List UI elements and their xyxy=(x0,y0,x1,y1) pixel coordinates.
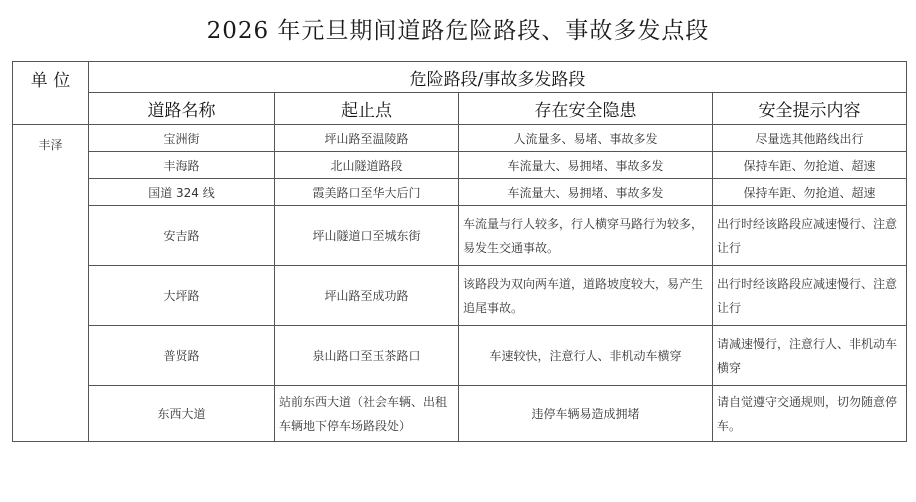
range-cell: 北山隧道路段 xyxy=(275,152,459,179)
unit-cell: 丰泽 xyxy=(13,125,89,442)
hazard-cell: 该路段为双向两车道，道路坡度较大，易产生追尾事故。 xyxy=(459,266,713,326)
table-row xyxy=(13,206,907,266)
road-cell: 丰海路 xyxy=(89,152,275,179)
tip-cell: 保持车距、勿抢道、超速 xyxy=(713,152,907,179)
col-header-range: 起止点 xyxy=(275,93,459,125)
header-row-group xyxy=(13,62,907,93)
tip-cell: 保持车距、勿抢道、超速 xyxy=(713,179,907,206)
hazard-cell: 违停车辆易造成拥堵 xyxy=(459,386,713,442)
road-cell: 东西大道 xyxy=(89,386,275,442)
range-cell: 坪山路至温陵路 xyxy=(275,125,459,152)
road-cell: 普贤路 xyxy=(89,326,275,386)
tip-cell: 出行时经该路段应减速慢行、注意让行 xyxy=(713,266,907,326)
hazard-cell: 车流量大、易拥堵、事故多发 xyxy=(459,179,713,206)
page-title: 2026 年元旦期间道路危险路段、事故多发点段 xyxy=(206,18,710,44)
table-row xyxy=(13,266,907,326)
hazard-cell: 车速较快，注意行人、非机动车横穿 xyxy=(459,326,713,386)
tip-cell: 请减速慢行，注意行人、非机动车横穿 xyxy=(713,326,907,386)
range-cell: 坪山隧道口至城东街 xyxy=(275,206,459,266)
road-cell: 宝洲街 xyxy=(89,125,275,152)
hazard-cell: 车流量大、易拥堵、事故多发 xyxy=(459,152,713,179)
range-cell: 坪山路至成功路 xyxy=(275,266,459,326)
range-cell: 泉山路口至玉茶路口 xyxy=(275,326,459,386)
table-row xyxy=(13,326,907,386)
range-cell: 霞美路口至华大后门 xyxy=(275,179,459,206)
col-header-tip: 安全提示内容 xyxy=(713,93,907,125)
range-cell: 站前东西大道（社会车辆、出租车辆地下停车场路段处） xyxy=(275,386,459,442)
table-row xyxy=(13,386,907,442)
tip-cell: 尽量选其他路线出行 xyxy=(713,125,907,152)
hazard-cell: 车流量与行人较多，行人横穿马路行为较多，易发生交通事故。 xyxy=(459,206,713,266)
road-cell: 大坪路 xyxy=(89,266,275,326)
hazard-cell: 人流量多、易堵、事故多发 xyxy=(459,125,713,152)
group-header: 危险路段/事故多发路段 xyxy=(89,62,907,93)
table-row xyxy=(13,179,907,206)
table-row xyxy=(13,125,907,152)
hazard-table xyxy=(12,61,907,442)
col-header-hazard: 存在安全隐患 xyxy=(459,93,713,125)
unit-header: 单 位 xyxy=(13,62,89,125)
road-cell: 国道 324 线 xyxy=(89,179,275,206)
road-cell: 安吉路 xyxy=(89,206,275,266)
table-row xyxy=(13,152,907,179)
tip-cell: 请自觉遵守交通规则，切勿随意停车。 xyxy=(713,386,907,442)
col-header-road: 道路名称 xyxy=(89,93,275,125)
tip-cell: 出行时经该路段应减速慢行、注意让行 xyxy=(713,206,907,266)
header-row-columns xyxy=(13,93,907,125)
